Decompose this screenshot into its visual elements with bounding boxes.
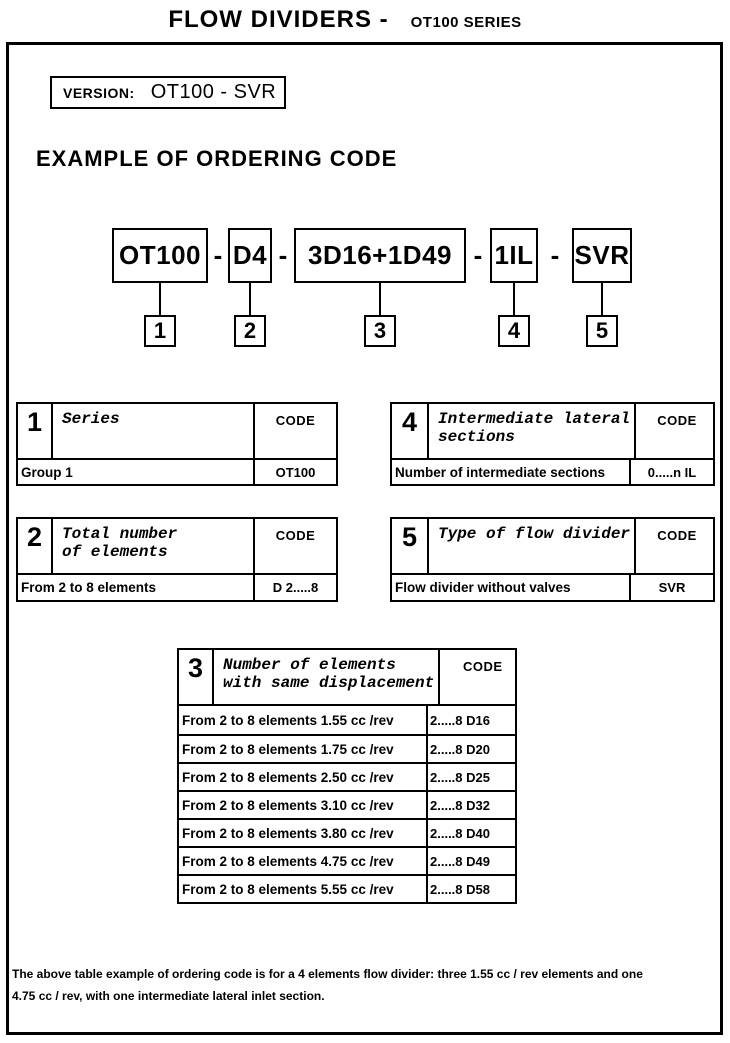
table-row: From 2 to 8 elements 3.80 cc /rev 2.....8 D40	[179, 818, 515, 846]
table-divider-type-description: Type of flow divider	[438, 525, 631, 543]
callout-2: 2	[234, 315, 266, 347]
table-total-elements	[16, 517, 338, 602]
page-heading: EXAMPLE OF ORDERING CODE	[36, 146, 398, 171]
code-segment-total-elements: D4	[228, 228, 272, 283]
table-displacement-code-header: CODE	[438, 650, 525, 704]
footer-note-line2: 4.75 cc / rev, with one intermediate lateral inlet section.	[12, 989, 325, 1003]
table-total-elements-header	[18, 519, 336, 575]
table-row: From 2 to 8 elements 2.50 cc /rev 2.....8 D25	[179, 762, 515, 790]
table-row: From 2 to 8 elements 3.10 cc /rev 2.....8 D32	[179, 790, 515, 818]
table-series	[16, 402, 338, 486]
table-divider-type-header	[392, 519, 713, 575]
table-total-elements-code-header: CODE	[253, 519, 336, 573]
version-label: VERSION:	[63, 84, 135, 101]
table-series-code-header: CODE	[253, 404, 336, 458]
table-intermediate	[390, 402, 715, 486]
connector-line-5	[601, 283, 603, 315]
code-separator: -	[213, 240, 223, 270]
code-segment-divider-type: SVR	[572, 228, 632, 283]
callout-3: 3	[364, 315, 396, 347]
table-series-number: 1	[18, 404, 53, 458]
table-row: Flow divider without valves SVR	[392, 575, 713, 600]
table-divider-type-code-header: CODE	[634, 519, 718, 573]
table-row: Group 1 OT100	[18, 460, 336, 484]
callout-1: 1	[144, 315, 176, 347]
table-displacement-number: 3	[179, 650, 214, 704]
code-segment-displacement: 3D16+1D49	[294, 228, 466, 283]
table-intermediate-number: 4	[392, 404, 429, 458]
table-displacement-header	[179, 650, 515, 706]
table-divider-type-number: 5	[392, 519, 429, 573]
version-box	[50, 76, 286, 109]
table-row: From 2 to 8 elements 4.75 cc /rev 2.....8 D49	[179, 846, 515, 874]
table-displacement	[177, 648, 517, 904]
title-series: OT100 SERIES	[410, 14, 522, 31]
table-series-description: Series	[62, 410, 120, 428]
connector-line-1	[159, 283, 161, 315]
table-total-elements-description: Total number of elements	[62, 525, 178, 562]
table-row: From 2 to 8 elements 5.55 cc /rev 2.....8 D58	[179, 874, 515, 902]
connector-line-4	[513, 283, 515, 315]
callout-4: 4	[498, 315, 530, 347]
document-title	[0, 6, 690, 34]
code-segment-intermediate: 1IL	[490, 228, 538, 283]
table-row: From 2 to 8 elements 1.75 cc /rev 2.....8 D20	[179, 734, 515, 762]
code-separator: -	[550, 240, 560, 270]
table-intermediate-code-header: CODE	[634, 404, 718, 458]
table-row: From 2 to 8 elements D 2.....8	[18, 575, 336, 600]
table-series-header	[18, 404, 336, 460]
callout-5: 5	[586, 315, 618, 347]
table-row: Number of intermediate sections 0.....n IL	[392, 460, 713, 484]
footer-note	[12, 963, 720, 1007]
version-value: OT100 - SVR	[150, 81, 277, 103]
code-separator: -	[278, 240, 288, 270]
title-main: FLOW DIVIDERS -	[168, 6, 389, 33]
table-displacement-description: Number of elements with same displacement	[223, 656, 435, 693]
connector-line-2	[249, 283, 251, 315]
table-intermediate-description: Intermediate lateral sections	[438, 410, 631, 447]
code-separator: -	[473, 240, 483, 270]
table-intermediate-header	[392, 404, 713, 460]
table-row: From 2 to 8 elements 1.55 cc /rev 2.....8 D16	[179, 706, 515, 734]
connector-line-3	[379, 283, 381, 315]
table-divider-type	[390, 517, 715, 602]
table-total-elements-number: 2	[18, 519, 53, 573]
footer-note-line1: The above table example of ordering code is for a 4 elements flow divider: three 1.55 cc / rev elements and one	[12, 967, 643, 981]
code-segment-series: OT100	[112, 228, 208, 283]
